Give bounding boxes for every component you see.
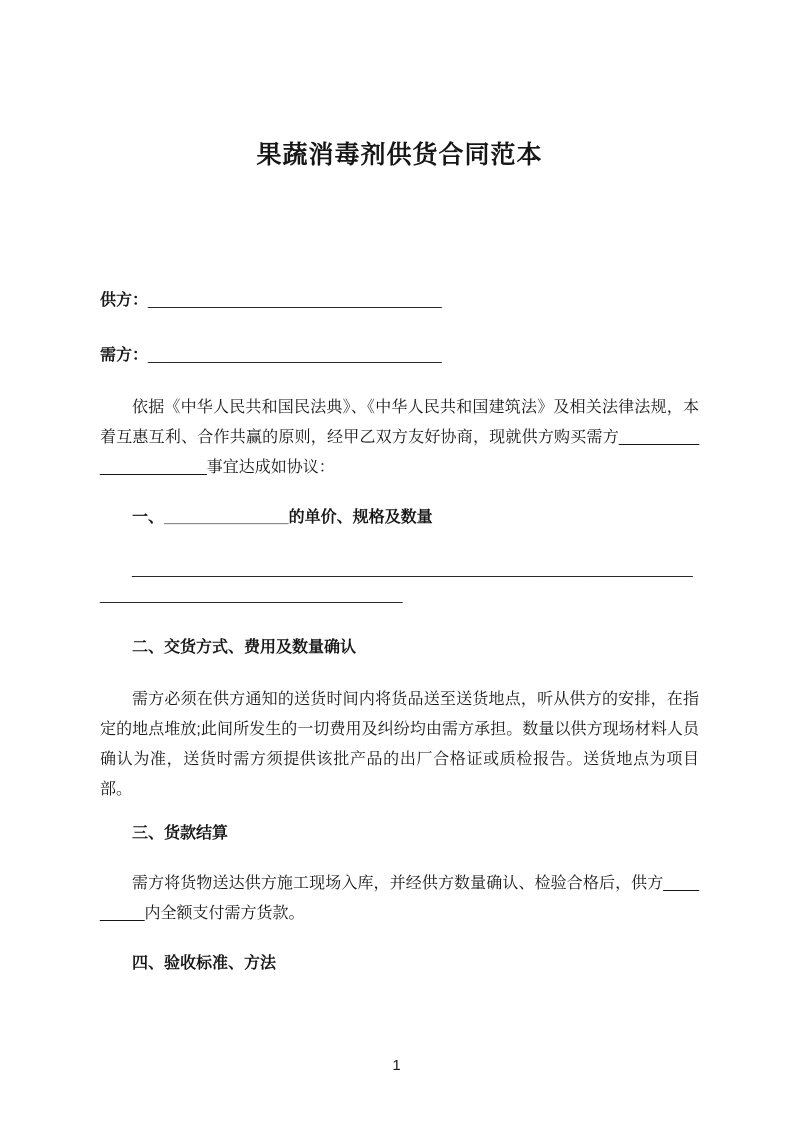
party-row-supplier: [100, 286, 699, 316]
document-title: 果蔬消毒剂供货合同范本: [256, 141, 543, 169]
section-2-heading: 二、交货方式、费用及数量确认: [132, 639, 357, 656]
section-1-blank-lines: _________________________________________________________________________________________________: [100, 561, 693, 604]
section-3-paragraph: 需方将货物送达供方施工现场入库，并经供方数量确认、检验合格后，供方_________内全额支付需方货款。: [100, 875, 699, 922]
supplier-label: 供方：: [100, 292, 149, 309]
section-1-heading: 一、______________的单价、规格及数量: [132, 509, 433, 526]
buyer-blank-line: _________________________________: [148, 347, 442, 364]
section-3-heading: 三、货款结算: [132, 825, 229, 842]
buyer-label: 需方：: [100, 347, 149, 364]
section-4-heading: 四、验收标准、方法: [132, 955, 277, 972]
party-row-buyer: [100, 341, 699, 371]
section-2-paragraph: 需方必须在供方通知的送货时间内将货品送至送货地点，听从供方的安排，在指定的地点堆放;此间所发生的一切费用及纠纷均由需方承担。数量以供方现场材料人员确认为准，送货时需方须提供该批产品的出厂合格证或质检报告。送货地点为项目部。: [100, 691, 699, 798]
page-number: 1: [392, 1057, 401, 1074]
supplier-blank-line: _________________________________: [148, 292, 442, 309]
intro-paragraph: 依据《中华人民共和国民法典》、《中华人民共和国建筑法》及相关法律法规，本着互惠互利、合作共赢的原则，经甲乙双方友好协商，现就供方购买需方_____________________事宜达成如协议：: [100, 399, 699, 476]
